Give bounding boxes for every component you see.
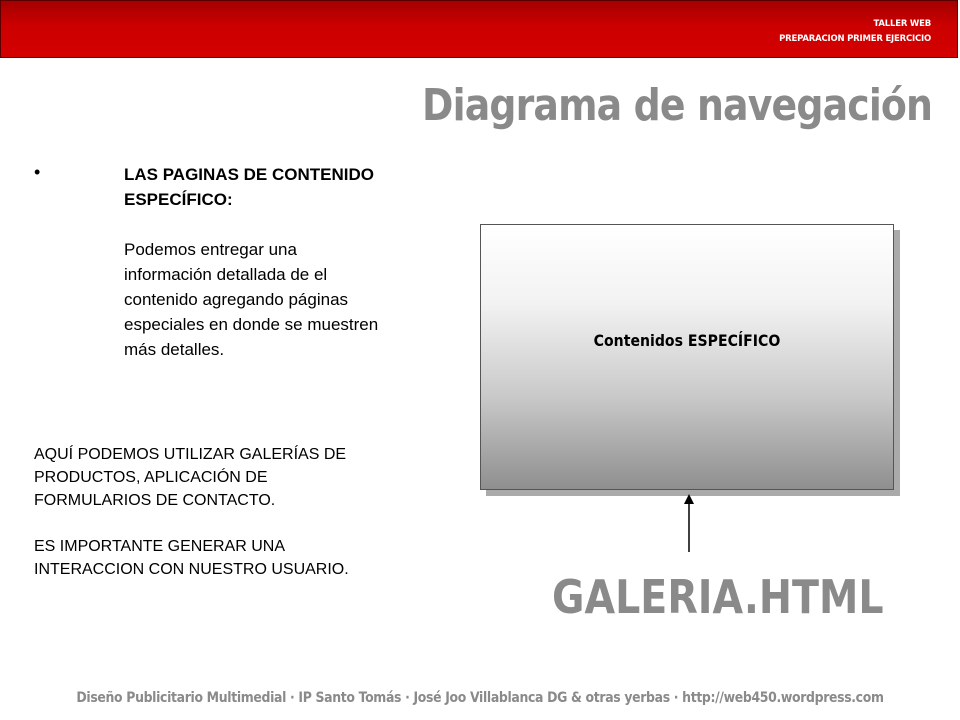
up-arrow-icon	[680, 494, 698, 552]
bullet-body-line: información detallada de el	[124, 265, 328, 284]
bullet-body-line: contenido agregando páginas	[124, 290, 349, 309]
bullet-body-line: más detalles.	[124, 340, 225, 359]
note-line: ES IMPORTANTE GENERAR UNA	[34, 538, 285, 555]
bullet-body	[124, 237, 454, 362]
content-box	[480, 224, 894, 490]
header-line-1: TALLER WEB	[873, 19, 931, 29]
bullet-marker: •	[34, 162, 41, 182]
bullet-text-block	[124, 162, 454, 362]
bullet-heading	[124, 162, 454, 212]
bullet-heading-line: LAS PAGINAS DE CONTENIDO	[124, 165, 374, 184]
note-line: INTERACCION CON NUESTRO USUARIO.	[34, 561, 349, 578]
header-line-2: PREPARACION PRIMER EJERCICIO	[779, 34, 931, 44]
note-block	[34, 443, 424, 581]
bullet-body-line: especiales en donde se muestren	[124, 315, 379, 334]
page-name: GALERIA.HTML	[552, 570, 884, 624]
header-bar	[0, 0, 958, 58]
header-text	[779, 17, 931, 47]
bullet-body-line: Podemos entregar una	[124, 240, 297, 259]
note-spacer	[34, 512, 424, 535]
note-line: AQUÍ PODEMOS UTILIZAR GALERÍAS DE	[34, 446, 347, 463]
note-line: PRODUCTOS, APLICACIÓN DE	[34, 469, 268, 486]
content-box-label: Contenidos ESPECÍFICO	[593, 331, 781, 350]
bullet-heading-line: ESPECÍFICO:	[124, 190, 233, 209]
footer-text: Diseño Publicitario Multimedial · IP Santo Tomás · José Joo Villablanca DG & otras yerbas · http://web450.wordpress.com	[76, 690, 884, 706]
slide-title: Diagrama de navegación	[421, 80, 932, 131]
note-line: FORMULARIOS DE CONTACTO.	[34, 492, 276, 509]
